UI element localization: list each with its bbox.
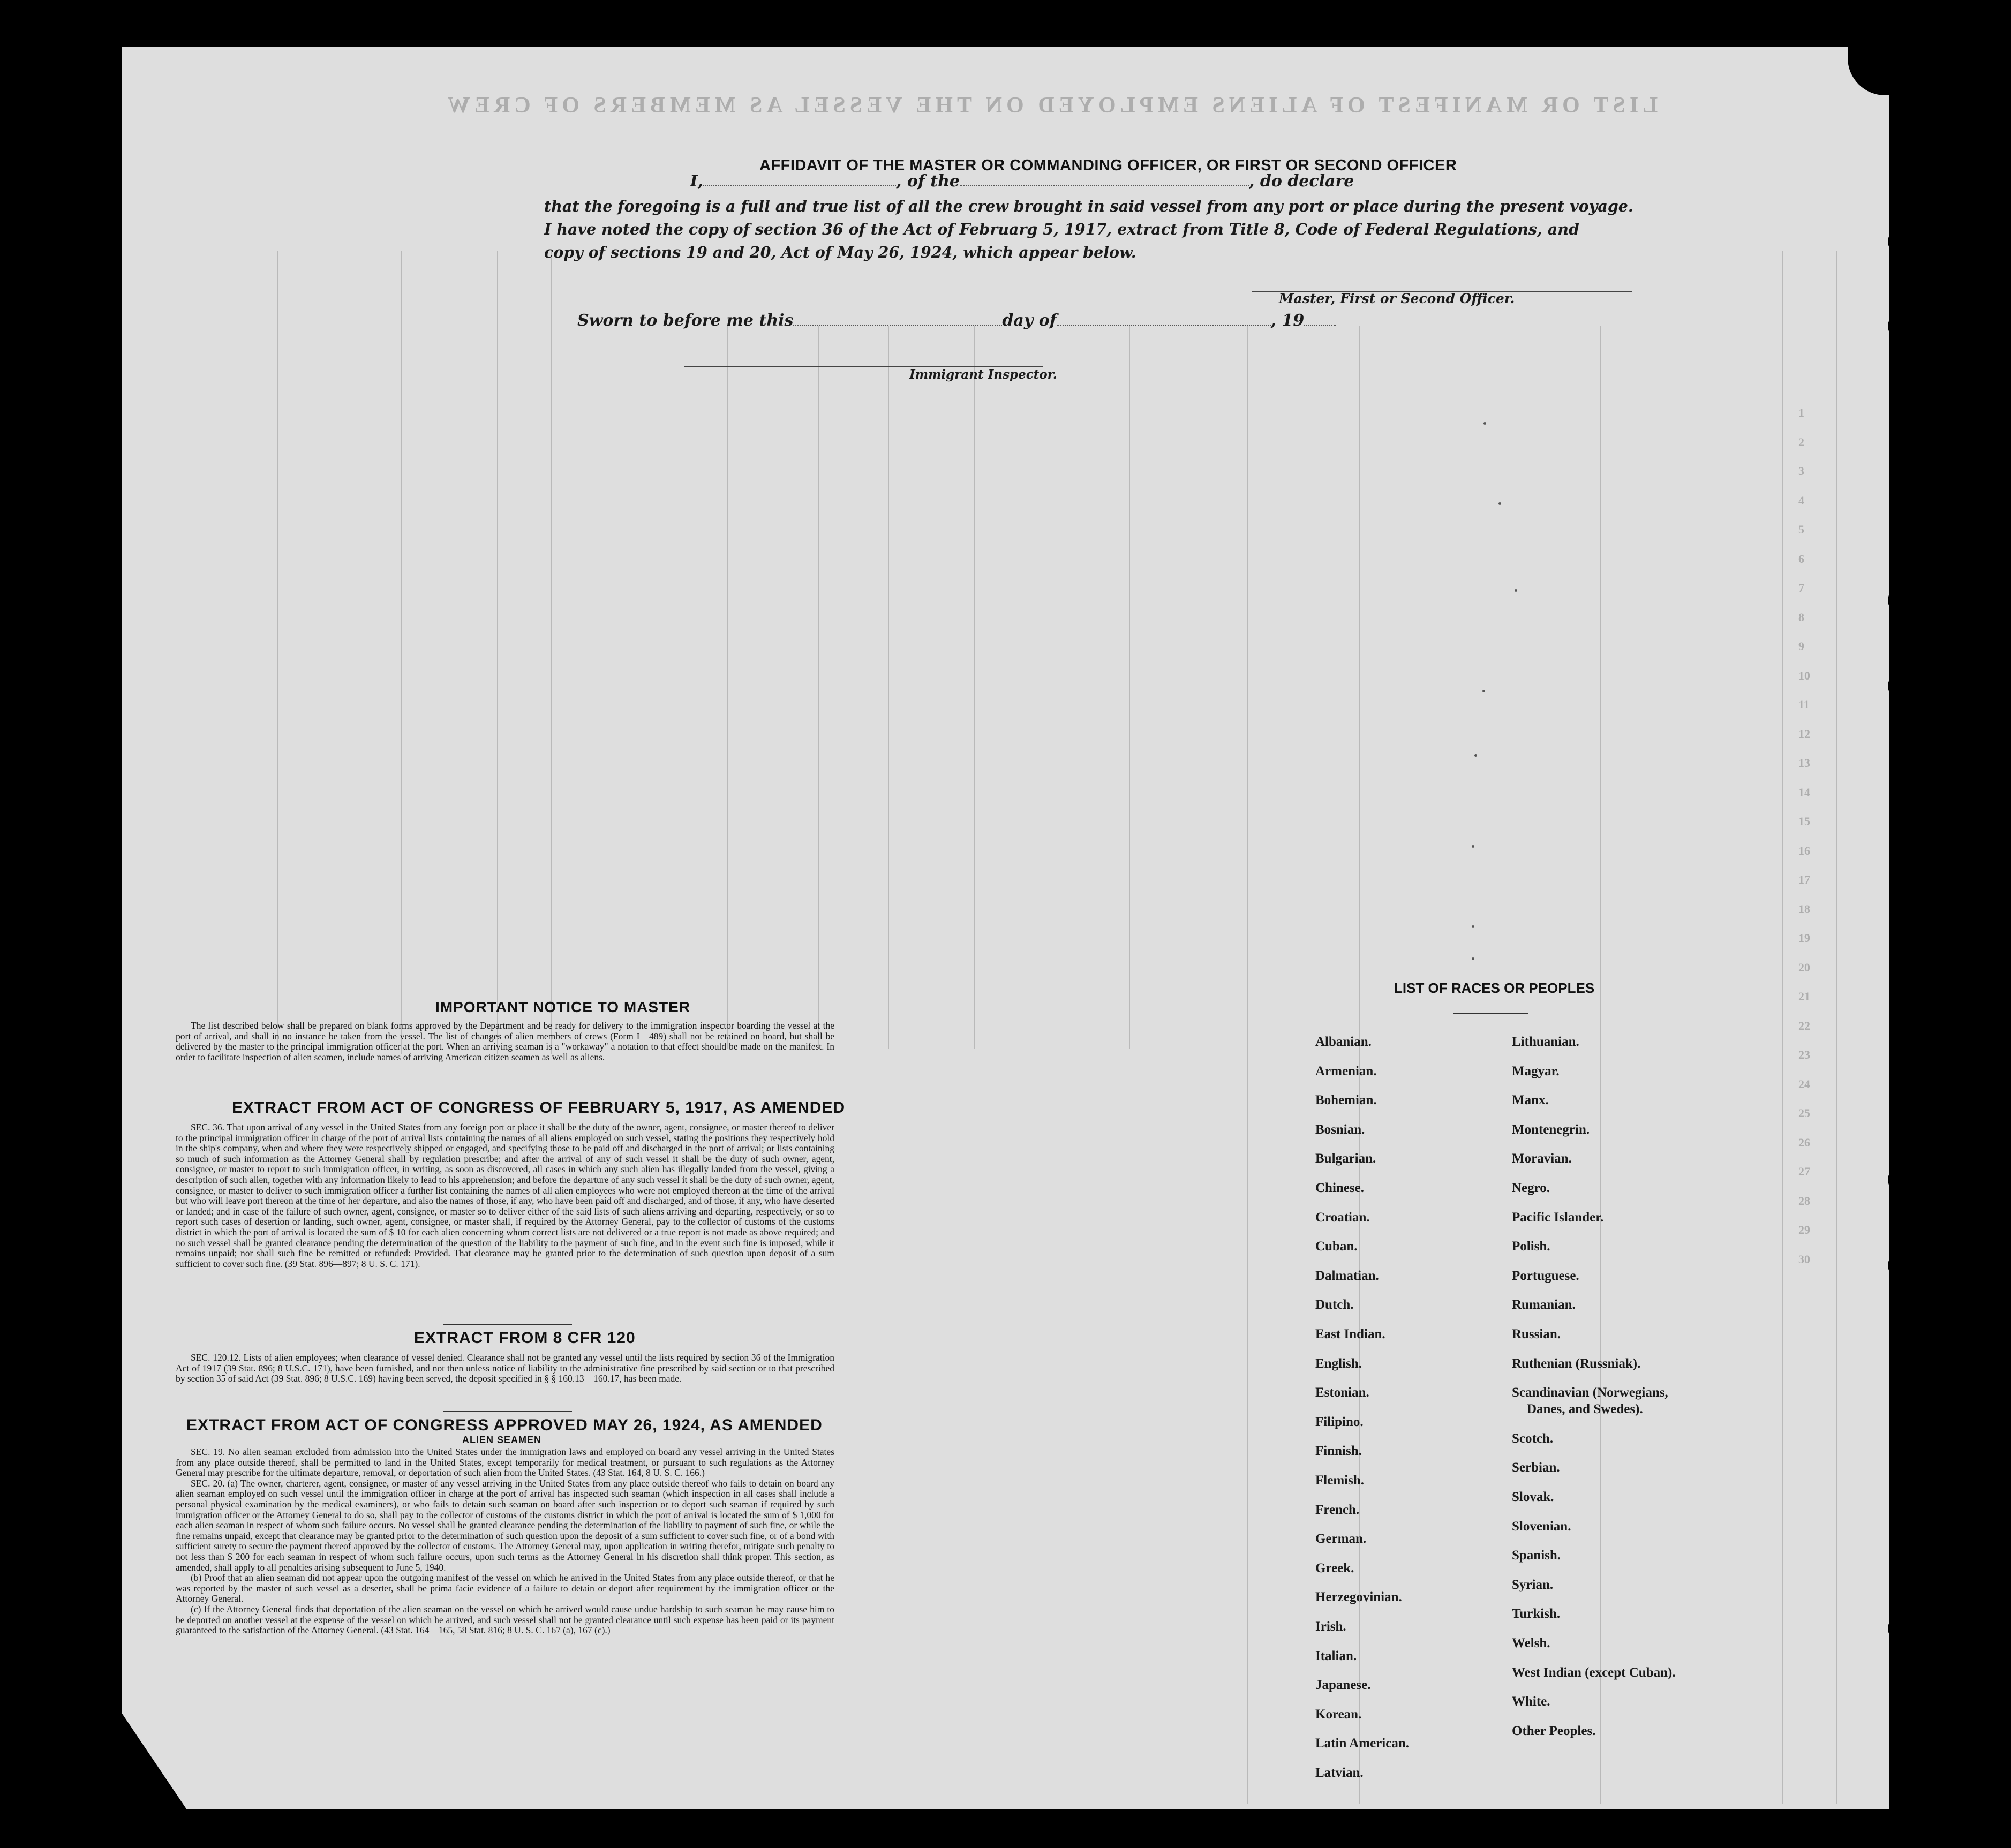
bleed-through-row-number: 6 (1798, 552, 1804, 565)
bleed-through-row-number: 9 (1798, 639, 1804, 653)
binder-hole (1888, 1167, 1912, 1192)
race-item: Bohemian. (1315, 1093, 1377, 1108)
binder-hole (1888, 674, 1912, 698)
affidavit-line-3: I have noted the copy of section 36 of the Act of Februarg 5, 1917, extract from Title 8, Code of Federal Regulations, and (544, 220, 1579, 238)
bleed-through-row-number: 14 (1798, 785, 1810, 799)
year-label: , 19 (1270, 311, 1305, 330)
race-item: Portuguese. (1512, 1268, 1579, 1283)
bleed-through-row-number: 25 (1798, 1106, 1810, 1120)
divider (443, 1411, 572, 1412)
race-item: French. (1315, 1502, 1360, 1517)
bleed-through-row-number: 24 (1798, 1077, 1810, 1091)
race-item: Flemish. (1315, 1473, 1364, 1488)
bleed-through-row-number: 21 (1798, 990, 1810, 1003)
binder-hole (1888, 1253, 1912, 1278)
extract-1924-title: EXTRACT FROM ACT OF CONGRESS APPROVED MAY 26, 1924, AS AMENDED (186, 1416, 823, 1434)
folded-corner (122, 1714, 186, 1809)
sworn-label: Sworn to before me this (577, 311, 794, 330)
race-item: Magyar. (1512, 1063, 1560, 1078)
extract-cfr-text: SEC. 120.12. Lists of alien employees; when clearance of vessel denied. Clearance shall not be granted any vessel until the lists required by section 36 of the Immigration Act of 1917 (39 Stat. 896; 8 U.S.C. 171), have been furnished, and not then unless notice of liability to the administrative fine prescribed by said section or to that prescribed by section 35 of said Act (39 Stat. 896; 8 U.S.C. 169) having been served, the deposit specified in § § 160.13—160.17, has been made. (176, 1352, 834, 1384)
bleed-through-row-number: 26 (1798, 1135, 1810, 1149)
bleed-through-row-number: 12 (1798, 727, 1810, 741)
race-item: Albanian. (1315, 1035, 1372, 1049)
bleed-through-row-number: 5 (1798, 523, 1804, 536)
race-item: Danes, and Swedes). (1527, 1402, 1643, 1417)
inspector-signature-line (684, 366, 1043, 367)
bleed-through-row-number: 13 (1798, 756, 1810, 770)
race-item: English. (1315, 1356, 1362, 1371)
race-item: Scotch. (1512, 1431, 1554, 1446)
race-item: Turkish. (1512, 1606, 1561, 1621)
race-item: Slovak. (1512, 1490, 1554, 1504)
race-item: Finnish. (1315, 1444, 1362, 1459)
affidavit-line-4: copy of sections 19 and 20, Act of May 26, 1924, which appear below. (544, 243, 1136, 261)
race-item: Greek. (1315, 1560, 1354, 1575)
affidavit-declaration-line (580, 172, 1354, 191)
sec-20a: SEC. 20. (a) The owner, charterer, agent, consignee, or master of any vessel arriving in the United States from any place outside thereof who fails to detain on board any alien seaman employed on such vessel until the immigration officer in charge at the port of arrival has inspected such seaman (which inspection in all cases shall include a personal physical examination by the medical examiners), or who fails to detain such seaman on board after such inspection or to deport such seaman if required by such immigration officer or the Attorney General to do so, shall pay to the collector of customs of the customs district in which the port of arrival is located the sum of $ 1,000 for each alien seaman in respect of whom such failure occurs. No vessel shall be granted clearance pending the determination of the liability to payment of such fine, or while the fine remains unpaid, except that clearance may be granted prior to the determination of such question upon the deposit of a sum sufficient to cover such fine, or of a bond with sufficient surety to secure the payment thereof approved by the collector of customs. The Attorney General may, upon application in writing therefor, mitigate such penalty to not less than $ 200 for each seaman in respect of whom such failure occurs, upon such terms as the Attorney General in his discretion shall think proper. This section, as amended, shall apply to all penalties arising subsequent to June 5, 1940. (176, 1477, 834, 1573)
race-item: Bosnian. (1315, 1122, 1365, 1137)
bleed-through-row-number: 4 (1798, 493, 1804, 507)
race-item: Dutch. (1315, 1298, 1354, 1313)
bleed-through-row-number: 10 (1798, 668, 1810, 682)
extract-1917-text: SEC. 36. That upon arrival of any vessel in the United States from any foreign port or place it shall be the duty of the owner, agent, consignee, or master thereof to deliver to the principal immigration officer in charge of the port of arrival lists containing the names of all aliens employed on such vessel, stating the positions they respectively hold in the ship's company, when and where they were respectively shipped or engaged, and specifying those to be paid off and discharged in the port of arrival; or lists containing so much of such information as the Attorney General shall by regulation prescribe; and after the arrival of any of such vessel it shall be the duty of such owner, agent, consignee, or master to report to such immigration officer, in writing, as soon as discovered, all cases in which any such alien has illegally landed from the vessel, giving a description of such alien, together with any information likely to lead to his apprehension; and before the departure of any such vessel it shall be the duty of such owner, agent, consignee, or master to deliver to such immigration officer a further list containing the names of all alien employees who were not employed thereon at the time of the arrival but who will leave port thereon at the time of her departure, and also the names of those, if any, who have been paid off and discharged, and of those, if any, who have deserted or landed; and in case of the failure of such owner, agent, consignee, or master so to deliver either of the said lists of such aliens arriving and departing, respectively, or so to report such cases of desertion or landing, such owner, agent, consignee, or master shall, if required by the Attorney General, pay to the collector of customs of the customs district in which the port of arrival is located the sum of $ 10 for each alien concerning whom correct lists are not delivered or a true report is not made as above required; and no such vessel shall be granted clearance pending the determination of the question of the liability to the payment of such fine, and in the event such fine is imposed, while it remains unpaid; nor shall such fine be remitted or refunded: Provided. That clearance may be granted prior to the determination of such question upon deposit of a sum sufficient to cover such fine. (39 Stat. 896—897; 8 U. S. C. 171). (176, 1122, 834, 1269)
bleed-through-row-number: 18 (1798, 902, 1810, 916)
master-label: Master, First or Second Officer. (1279, 291, 1515, 306)
race-item: Irish. (1315, 1619, 1346, 1634)
bleed-through-row-number: 19 (1798, 931, 1810, 945)
affidavit-i: I, (690, 172, 703, 191)
bleed-through-row-number: 17 (1798, 873, 1810, 886)
bleed-through-row-number: 1 (1798, 406, 1804, 419)
extract-1924-text (176, 1447, 834, 1636)
race-item: Syrian. (1512, 1577, 1554, 1592)
race-item: Welsh. (1512, 1636, 1550, 1650)
race-item: Armenian. (1315, 1063, 1377, 1078)
race-item: Dalmatian. (1315, 1268, 1379, 1283)
bleed-through-row-number: 20 (1798, 960, 1810, 974)
race-item: Italian. (1315, 1648, 1357, 1663)
important-notice-title: IMPORTANT NOTICE TO MASTER (435, 999, 691, 1015)
bleed-through-row-number: 7 (1798, 581, 1804, 594)
race-item: Herzegovinian. (1315, 1590, 1402, 1605)
bleed-through-row-number: 8 (1798, 610, 1804, 624)
divider (443, 1324, 572, 1325)
bleed-through-row-number: 29 (1798, 1223, 1810, 1236)
bleed-through-row-number: 23 (1798, 1048, 1810, 1061)
race-item: Bulgarian. (1315, 1151, 1376, 1166)
race-item: Ruthenian (Russniak). (1512, 1356, 1641, 1371)
bleed-through-row-number: 3 (1798, 464, 1804, 478)
bleed-through-header: LIST OR MANIFEST OF ALIENS EMPLOYED ON THE VESSEL AS MEMBERS OF CREW (443, 93, 1658, 118)
affidavit-declare: , do declare (1249, 172, 1354, 191)
binder-hole (1888, 588, 1912, 613)
race-item: Moravian. (1512, 1151, 1572, 1166)
extract-cfr-title: EXTRACT FROM 8 CFR 120 (414, 1329, 636, 1347)
important-notice-text: The list described below shall be prepared on blank forms approved by the Department and be ready for delivery to the immigration inspector boarding the vessel at the port of arrival, and shall in no instance be taken from the vessel. The list of changes of alien members of crews (Form I—489) shall not be retained on board, but shall be delivered by the master to the principal immigration officer at the port. When an arriving seaman is a "workaway" a notation to that effect should be made on the manifest. In order to facilitate inspection of alien seamen, include names of arriving American citizen seamen as well as aliens. (176, 1020, 834, 1062)
race-item: Scandinavian (Norwegians, (1512, 1385, 1668, 1400)
race-item: Filipino. (1315, 1414, 1364, 1429)
binder-hole (1888, 229, 1912, 254)
extract-1917-title: EXTRACT FROM ACT OF CONGRESS OF FEBRUARY 5, 1917, AS AMENDED (232, 1099, 846, 1117)
affidavit-line-2: that the foregoing is a full and true list of all the crew brought in said vessel from any port or place during the present voyage. (544, 197, 1633, 215)
day-of-label: day of (1002, 311, 1057, 330)
race-item: Russian. (1512, 1327, 1561, 1341)
race-item: Manx. (1512, 1093, 1549, 1108)
bleed-through-row-number: 16 (1798, 843, 1810, 857)
race-item: Cuban. (1315, 1239, 1358, 1254)
race-item: Croatian. (1315, 1210, 1370, 1225)
binder-hole (1888, 1616, 1912, 1641)
race-item: Serbian. (1512, 1460, 1560, 1475)
race-item: Other Peoples. (1512, 1723, 1596, 1738)
race-item: Polish. (1512, 1239, 1550, 1254)
sworn-line (577, 311, 1336, 330)
race-item: Estonian. (1315, 1385, 1369, 1400)
binder-hole (1888, 314, 1912, 338)
race-item: Japanese. (1315, 1678, 1371, 1693)
inspector-label: Immigrant Inspector. (909, 367, 1057, 382)
bleed-through-row-number: 28 (1798, 1194, 1810, 1208)
race-item: White. (1512, 1694, 1550, 1709)
bleed-through-row-number: 27 (1798, 1165, 1810, 1178)
sec-20c: (c) If the Attorney General finds that deportation of the alien seaman on the vessel on which he arrived would cause undue hardship to such seaman he may cause him to be deported on another vessel at the expense of the vessel on which he arrived, and such vessel shall not be granted clearance until such expense has been paid or its payment guaranteed to the satisfaction of the Attorney General. (43 Stat. 164—165, 58 Stat. 816; 8 U. S. C. 167 (a), 167 (c).) (176, 1603, 834, 1636)
race-item: West Indian (except Cuban). (1512, 1665, 1676, 1680)
race-item: East Indian. (1315, 1327, 1385, 1341)
race-item: German. (1315, 1532, 1367, 1547)
race-item: Slovenian. (1512, 1519, 1571, 1534)
race-item: Chinese. (1315, 1181, 1364, 1195)
bleed-through-row-number: 30 (1798, 1252, 1810, 1266)
race-item: Spanish. (1512, 1548, 1561, 1563)
bleed-through-row-number: 11 (1798, 698, 1810, 711)
bleed-through-row-number: 15 (1798, 814, 1810, 828)
race-item: Negro. (1512, 1181, 1550, 1195)
divider (1453, 1013, 1528, 1014)
sec-19: SEC. 19. No alien seaman excluded from admission into the United States under the immigration laws and employed on board any vessel arriving in the United States from any place outside thereof, shall be permitted to land in the United States, except temporarily for medical treatment, or pursuant to such regulations as the Attorney General may prescribe for the ultimate departure, removal, or deportation of such alien from the United States. (43 Stat. 164, 8 U. S. C. 166.) (176, 1446, 834, 1479)
race-item: Pacific Islander. (1512, 1210, 1604, 1225)
race-item: Rumanian. (1512, 1298, 1576, 1313)
race-item: Korean. (1315, 1707, 1362, 1722)
bleed-through-row-number: 22 (1798, 1019, 1810, 1032)
race-item: Montenegrin. (1512, 1122, 1590, 1137)
affidavit-title: AFFIDAVIT OF THE MASTER OR COMMANDING OFFICER, OR FIRST OR SECOND OFFICER (759, 157, 1457, 174)
extract-1924-subtitle: ALIEN SEAMEN (462, 1435, 542, 1445)
bleed-through-row-number: 2 (1798, 435, 1804, 449)
race-item: Latin American. (1315, 1736, 1409, 1751)
race-item: Latvian. (1315, 1766, 1364, 1780)
race-item: Lithuanian. (1512, 1035, 1579, 1049)
sec-20b: (b) Proof that an alien seaman did not appear upon the outgoing manifest of the vessel on which he arrived in the United States from any place outside thereof, or that he was reported by the master of such vessel as a deserter, shall be prima facie evidence of a failure to detain or deport after requirement by the immigration officer or the Attorney General. (176, 1572, 834, 1604)
document-page (122, 47, 1889, 1809)
races-title: LIST OF RACES OR PEOPLES (1394, 980, 1595, 996)
affidavit-of-the: , of the (896, 172, 960, 191)
